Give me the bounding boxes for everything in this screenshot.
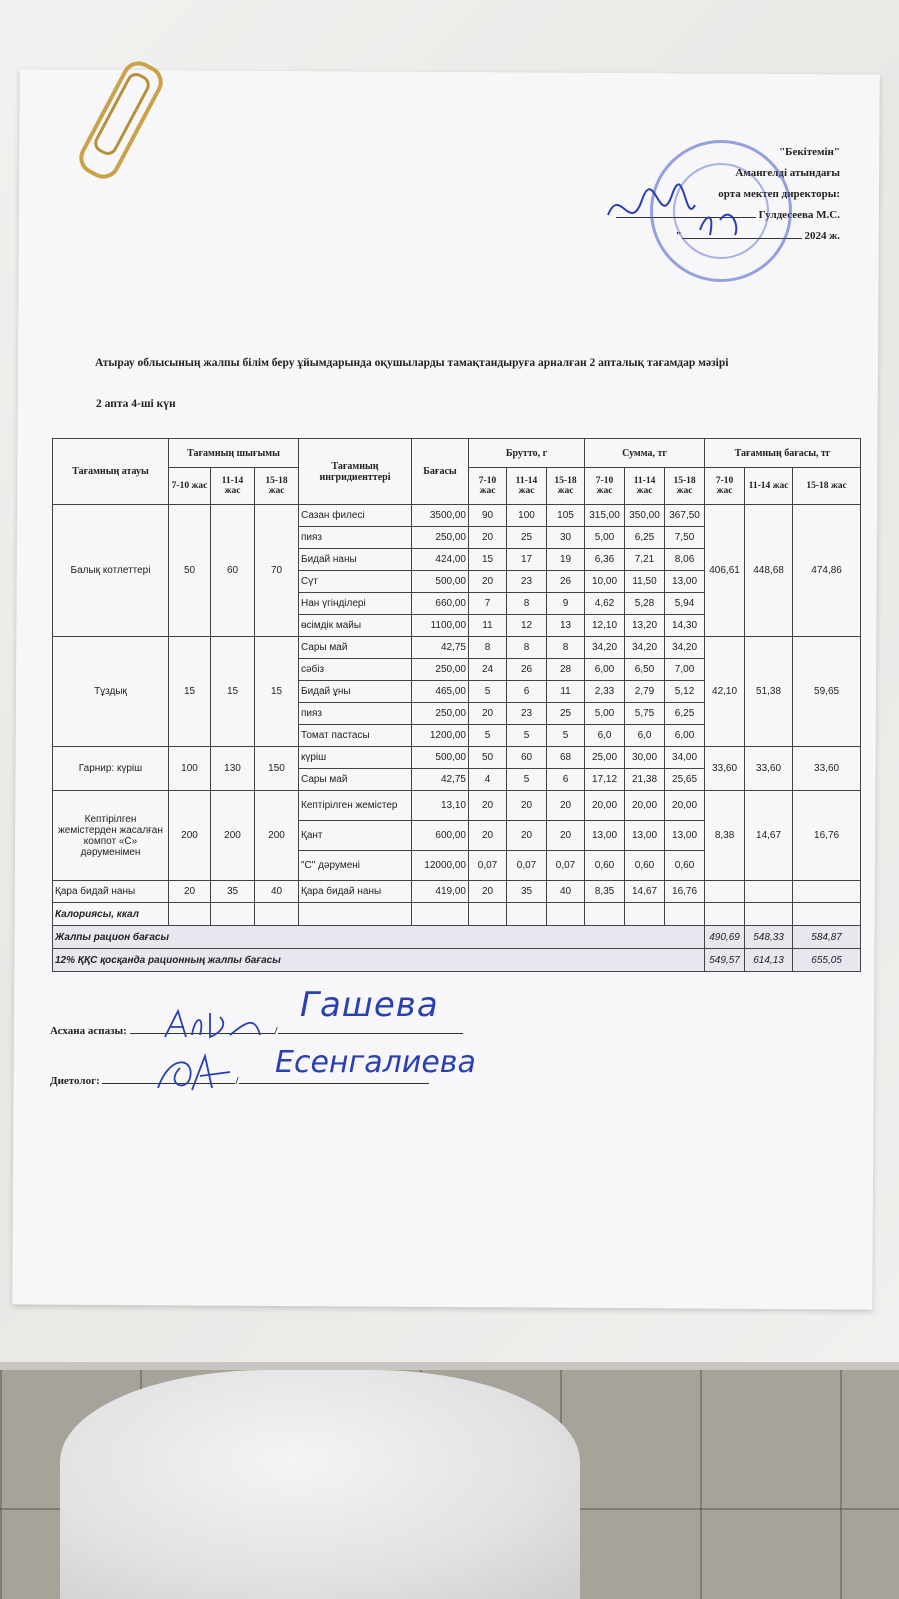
sum-value: 6,36	[585, 549, 625, 571]
dish-output: 100	[169, 747, 211, 791]
approval-director: Гулдесеева М.С.	[758, 209, 840, 221]
dish-output: 15	[169, 637, 211, 747]
ingredient-price: 3500,00	[412, 505, 469, 527]
dish-cost: 14,67	[745, 791, 793, 881]
sum-value: 10,00	[585, 571, 625, 593]
sum-value: 5,94	[665, 593, 705, 615]
sum-value: 25,00	[585, 747, 625, 769]
calories-row	[53, 903, 861, 926]
sum-value: 6,00	[585, 659, 625, 681]
gross-value: 20	[469, 703, 507, 725]
empty-cell	[705, 903, 745, 926]
empty-cell	[745, 881, 793, 903]
sum-value: 20,00	[585, 791, 625, 821]
sum-value: 20,00	[665, 791, 705, 821]
empty-cell	[665, 903, 705, 926]
empty-cell	[211, 903, 255, 926]
ingredient-price: 13,10	[412, 791, 469, 821]
sum-value: 7,00	[665, 659, 705, 681]
gross-value: 6	[547, 769, 585, 791]
ingredient-price: 1100,00	[412, 615, 469, 637]
ingredient-price: 42,75	[412, 637, 469, 659]
ingredient-name: пияз	[299, 527, 412, 549]
gross-value: 68	[547, 747, 585, 769]
gross-value: 5	[507, 725, 547, 747]
sum-value: 12,10	[585, 615, 625, 637]
dish-output: 200	[211, 791, 255, 881]
date-quote: "	[675, 230, 682, 242]
sum-value: 6,25	[665, 703, 705, 725]
dish-cost: 33,60	[705, 747, 745, 791]
sum-value: 367,50	[665, 505, 705, 527]
ingredient-price: 500,00	[412, 571, 469, 593]
gross-value: 5	[507, 769, 547, 791]
sum-value: 20,00	[625, 791, 665, 821]
header-cost: Тағамның бағасы, тг	[705, 439, 861, 468]
header-dish: Тағамның атауы	[53, 439, 169, 505]
header-age: 11-14 жас	[745, 468, 793, 505]
empty-cell	[255, 903, 299, 926]
sum-value: 13,00	[625, 821, 665, 851]
gross-value: 60	[507, 747, 547, 769]
ingredient-price: 424,00	[412, 549, 469, 571]
gross-value: 15	[469, 549, 507, 571]
empty-cell	[793, 881, 861, 903]
gross-value: 13	[547, 615, 585, 637]
dish-name: Кептірілген жемістерден жасалған компот «С» дәруменімен	[53, 791, 169, 881]
dietitian-label: Диетолог:	[50, 1075, 100, 1087]
dish-output: 15	[211, 637, 255, 747]
gross-value: 8	[547, 637, 585, 659]
header-age: 11-14 жас	[507, 468, 547, 505]
dish-output: 40	[255, 881, 299, 903]
header-age: 15-18 жас	[793, 468, 861, 505]
dish-cost: 474,86	[793, 505, 861, 637]
total-value: 655,05	[793, 949, 861, 972]
gross-value: 20	[469, 791, 507, 821]
gross-value: 20	[469, 527, 507, 549]
empty-cell	[299, 903, 412, 926]
dietitian-name-blank	[239, 1083, 429, 1084]
gross-value: 20	[547, 791, 585, 821]
dish-output: 150	[255, 747, 299, 791]
calories-label: Калориясы, ккал	[53, 903, 169, 926]
sum-value: 2,33	[585, 681, 625, 703]
director-signature	[600, 175, 750, 250]
empty-cell	[507, 903, 547, 926]
sum-value: 13,20	[625, 615, 665, 637]
dish-output: 130	[211, 747, 255, 791]
sum-value: 13,00	[585, 821, 625, 851]
gross-value: 90	[469, 505, 507, 527]
dish-name: Қара бидай наны	[53, 881, 169, 903]
ingredient-name: пияз	[299, 703, 412, 725]
gross-value: 20	[469, 881, 507, 903]
gross-value: 25	[507, 527, 547, 549]
sum-value: 6,00	[665, 725, 705, 747]
table-row-bread	[53, 881, 861, 903]
empty-cell	[169, 903, 211, 926]
menu-table	[52, 438, 861, 972]
gross-value: 26	[547, 571, 585, 593]
ingredient-name: күріш	[299, 747, 412, 769]
dish-cost: 406,61	[705, 505, 745, 637]
dish-cost: 448,68	[745, 505, 793, 637]
sum-value: 25,65	[665, 769, 705, 791]
sum-value: 21,38	[625, 769, 665, 791]
sum-value: 30,00	[625, 747, 665, 769]
document-heading: Атырау облысының жалпы білім беру ұйымдарында оқушыларды тамақтандыруға арналған 2 апталық тағамдар мәзірі	[95, 357, 729, 369]
header-row	[53, 439, 861, 468]
ingredient-name: Нан үгінділері	[299, 593, 412, 615]
gross-value: 8	[507, 593, 547, 615]
ingredient-name: Кептірілген жемістер	[299, 791, 412, 821]
total-value: 614,13	[745, 949, 793, 972]
sum-value: 7,50	[665, 527, 705, 549]
empty-cell	[625, 903, 665, 926]
header-age: 11-14 жас	[625, 468, 665, 505]
dish-cost: 51,38	[745, 637, 793, 747]
ingredient-name: өсімдік майы	[299, 615, 412, 637]
sum-value: 16,76	[665, 881, 705, 903]
cook-handwritten-name: Гашева	[300, 985, 439, 1025]
dish-output: 20	[169, 881, 211, 903]
total-value: 584,87	[793, 926, 861, 949]
gross-value: 25	[547, 703, 585, 725]
gross-value: 23	[507, 703, 547, 725]
approval-school: Амангелді атындағы	[735, 167, 840, 179]
ingredient-name: Бидай ұны	[299, 681, 412, 703]
sum-value: 8,06	[665, 549, 705, 571]
ingredient-name: Сары май	[299, 637, 412, 659]
gross-value: 5	[547, 725, 585, 747]
ingredient-price: 600,00	[412, 821, 469, 851]
ingredient-price: 250,00	[412, 703, 469, 725]
ingredient-name: Бидай наны	[299, 549, 412, 571]
gross-value: 6	[507, 681, 547, 703]
ingredient-price: 12000,00	[412, 851, 469, 881]
gross-value: 7	[469, 593, 507, 615]
sum-value: 6,0	[625, 725, 665, 747]
sum-value: 0,60	[665, 851, 705, 881]
sum-value: 34,20	[665, 637, 705, 659]
approval-title: "Бекітемін"	[779, 146, 840, 158]
ingredient-name: "С" дәрумені	[299, 851, 412, 881]
table-row	[53, 747, 861, 769]
sum-value: 350,00	[625, 505, 665, 527]
gross-value: 17	[507, 549, 547, 571]
sum-value: 0,60	[585, 851, 625, 881]
dish-name: Балық котлеттері	[53, 505, 169, 637]
dish-output: 200	[255, 791, 299, 881]
desk-edge	[0, 1362, 899, 1370]
gross-value: 5	[469, 681, 507, 703]
dish-output: 35	[211, 881, 255, 903]
gross-value: 105	[547, 505, 585, 527]
cook-signature	[160, 1005, 270, 1045]
dish-cost: 42,10	[705, 637, 745, 747]
empty-cell	[412, 903, 469, 926]
total-value: 549,57	[705, 949, 745, 972]
dish-cost: 8,38	[705, 791, 745, 881]
document-subheading: 2 апта 4-ші күн	[96, 398, 176, 410]
empty-cell	[547, 903, 585, 926]
gross-value: 0,07	[469, 851, 507, 881]
white-coat	[60, 1370, 580, 1599]
ingredient-price: 419,00	[412, 881, 469, 903]
sum-value: 14,30	[665, 615, 705, 637]
sum-value: 315,00	[585, 505, 625, 527]
sum-value: 5,75	[625, 703, 665, 725]
dish-output: 200	[169, 791, 211, 881]
gross-value: 35	[507, 881, 547, 903]
table-row	[53, 637, 861, 659]
header-sum: Сумма, тг	[585, 439, 705, 468]
total-label: Жалпы рацион бағасы	[53, 926, 705, 949]
total-row	[53, 926, 861, 949]
approval-position: орта мектеп директоры:	[718, 188, 840, 200]
dietitian-signature	[150, 1048, 240, 1098]
dish-output: 15	[255, 637, 299, 747]
ingredient-name: Сазан филесі	[299, 505, 412, 527]
ingredient-name: Сүт	[299, 571, 412, 593]
sum-value: 14,67	[625, 881, 665, 903]
gross-value: 20	[547, 821, 585, 851]
dietitian-signature-line: Диетолог: /	[50, 1075, 429, 1087]
sum-value: 7,21	[625, 549, 665, 571]
gross-value: 19	[547, 549, 585, 571]
dish-cost: 33,60	[745, 747, 793, 791]
dish-output: 50	[169, 505, 211, 637]
sum-value: 4,62	[585, 593, 625, 615]
gross-value: 20	[507, 821, 547, 851]
gross-value: 8	[469, 637, 507, 659]
gross-value: 100	[507, 505, 547, 527]
header-age: 11-14 жас	[211, 468, 255, 505]
total-vat-row	[53, 949, 861, 972]
ingredient-price: 660,00	[412, 593, 469, 615]
dish-cost: 59,65	[793, 637, 861, 747]
header-age: 15-18 жас	[255, 468, 299, 505]
sum-value: 5,00	[585, 527, 625, 549]
sum-value: 5,00	[585, 703, 625, 725]
empty-cell	[745, 903, 793, 926]
gross-value: 5	[469, 725, 507, 747]
sum-value: 13,00	[665, 821, 705, 851]
total-value: 548,33	[745, 926, 793, 949]
gross-value: 40	[547, 881, 585, 903]
total-value: 490,69	[705, 926, 745, 949]
dish-cost: 33,60	[793, 747, 861, 791]
table-row	[53, 791, 861, 821]
gross-value: 9	[547, 593, 585, 615]
sum-value: 2,79	[625, 681, 665, 703]
ingredient-name: Томат пастасы	[299, 725, 412, 747]
header-ingredients: Тағамның ингридиенттері	[299, 439, 412, 505]
ingredient-name: Қант	[299, 821, 412, 851]
sum-value: 17,12	[585, 769, 625, 791]
approval-year: 2024 ж.	[804, 230, 840, 242]
dish-name: Гарнир: күріш	[53, 747, 169, 791]
header-output: Тағамның шығымы	[169, 439, 299, 468]
gross-value: 0,07	[507, 851, 547, 881]
gross-value: 12	[507, 615, 547, 637]
sum-value: 6,50	[625, 659, 665, 681]
sum-value: 6,25	[625, 527, 665, 549]
gross-value: 26	[507, 659, 547, 681]
header-age: 7-10 жас	[169, 468, 211, 505]
sum-value: 0,60	[625, 851, 665, 881]
gross-value: 0,07	[547, 851, 585, 881]
ingredient-name: Қара бидай наны	[299, 881, 412, 903]
sum-value: 8,35	[585, 881, 625, 903]
gross-value: 30	[547, 527, 585, 549]
gross-value: 50	[469, 747, 507, 769]
sum-value: 6,0	[585, 725, 625, 747]
empty-cell	[793, 903, 861, 926]
dish-name: Тұздық	[53, 637, 169, 747]
header-age: 15-18 жас	[665, 468, 705, 505]
header-age: 7-10 жас	[469, 468, 507, 505]
sum-value: 13,00	[665, 571, 705, 593]
ingredient-name: Сары май	[299, 769, 412, 791]
ingredient-price: 465,00	[412, 681, 469, 703]
sum-value: 5,28	[625, 593, 665, 615]
total-label: 12% ҚҚС қосқанда рационның жалпы бағасы	[53, 949, 705, 972]
sum-value: 34,00	[665, 747, 705, 769]
cook-signature-line: Асхана аспазы: /	[50, 1025, 463, 1037]
ingredient-name: сәбіз	[299, 659, 412, 681]
sum-value: 34,20	[585, 637, 625, 659]
dietitian-handwritten-name: Есенгалиева	[275, 1045, 476, 1080]
sum-value: 5,12	[665, 681, 705, 703]
ingredient-price: 250,00	[412, 527, 469, 549]
gross-value: 23	[507, 571, 547, 593]
gross-value: 20	[469, 571, 507, 593]
header-age: 15-18 жас	[547, 468, 585, 505]
empty-cell	[585, 903, 625, 926]
header-price: Бағасы	[412, 439, 469, 505]
empty-cell	[705, 881, 745, 903]
gross-value: 4	[469, 769, 507, 791]
gross-value: 20	[469, 821, 507, 851]
cook-name-blank	[278, 1033, 463, 1034]
table-row	[53, 505, 861, 527]
dish-output: 60	[211, 505, 255, 637]
dish-output: 70	[255, 505, 299, 637]
gross-value: 11	[547, 681, 585, 703]
empty-cell	[469, 903, 507, 926]
cook-label: Асхана аспазы:	[50, 1025, 127, 1037]
header-age: 7-10 жас	[585, 468, 625, 505]
sum-value: 34,20	[625, 637, 665, 659]
gross-value: 11	[469, 615, 507, 637]
ingredient-price: 1200,00	[412, 725, 469, 747]
dish-cost: 16,76	[793, 791, 861, 881]
gross-value: 24	[469, 659, 507, 681]
header-age: 7-10 жас	[705, 468, 745, 505]
gross-value: 28	[547, 659, 585, 681]
gross-value: 20	[507, 791, 547, 821]
sum-value: 11,50	[625, 571, 665, 593]
ingredient-price: 500,00	[412, 747, 469, 769]
ingredient-price: 250,00	[412, 659, 469, 681]
gross-value: 8	[507, 637, 547, 659]
ingredient-price: 42,75	[412, 769, 469, 791]
header-gross: Брутто, г	[469, 439, 585, 468]
